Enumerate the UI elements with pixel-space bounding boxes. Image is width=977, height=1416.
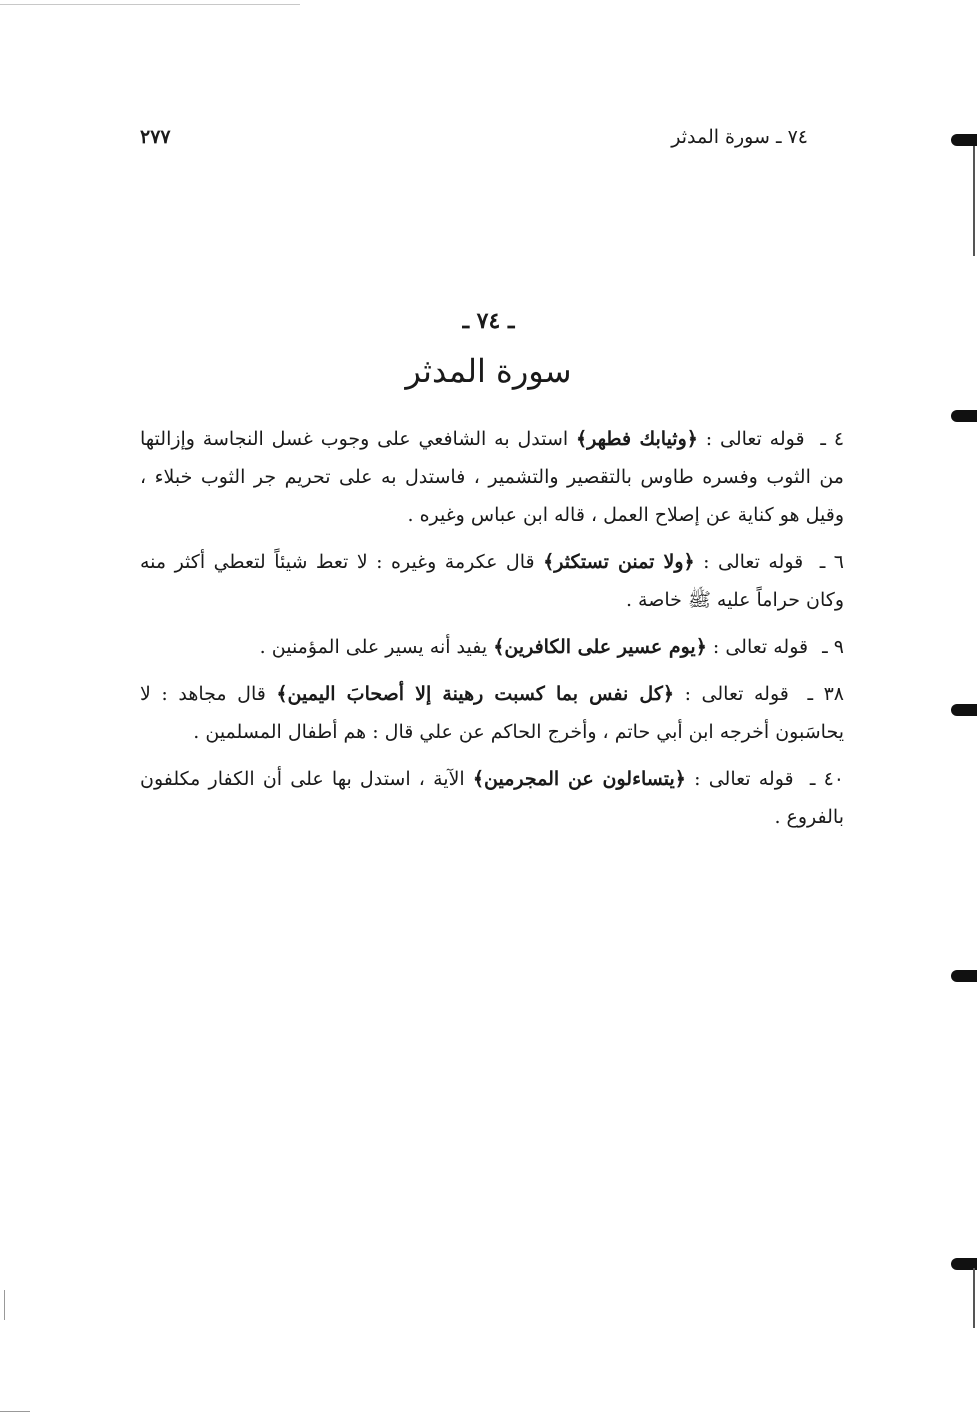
edge-binding-mark bbox=[951, 410, 977, 422]
entry-commentary: الآية ، استدل بها على أن الكفار مكلفون بالفروع . bbox=[140, 768, 844, 828]
page-header bbox=[140, 126, 808, 158]
entry bbox=[140, 675, 844, 751]
entry-number: ٦ ـ bbox=[819, 551, 844, 573]
entry bbox=[140, 420, 844, 534]
entry-verse: ﴿يتساءلون عن المجرمين﴾ bbox=[472, 768, 686, 790]
entry-verse: ﴿وثيابك فطهر﴾ bbox=[576, 428, 698, 450]
edge-line bbox=[973, 1268, 975, 1328]
page-number: ٢٧٧ bbox=[140, 126, 171, 148]
running-title: ٧٤ ـ سورة المدثر bbox=[671, 126, 808, 148]
entry-number: ٤ ـ bbox=[820, 428, 845, 450]
entry bbox=[140, 628, 844, 666]
edge-binding-mark bbox=[951, 704, 977, 716]
edge-line bbox=[973, 146, 975, 256]
entry-lead: قوله تعالى : bbox=[703, 551, 804, 573]
entry-verse: ﴿ولا تمنن تستكثر﴾ bbox=[543, 551, 695, 573]
entry-number: ٩ ـ bbox=[822, 636, 844, 658]
entry-commentary: استدل به الشافعي على وجوب غسل النجاسة وإزالتها من الثوب وفسره طاوس بالتقصير والتشمير ، فاستدل به على تحريم جر الثوب خبلاء ، وقيل هو كناية عن إصلاح العمل ، قاله ابن عباس وغيره . bbox=[140, 428, 844, 526]
entry-lead: قوله تعالى : bbox=[684, 683, 789, 705]
top-rule bbox=[0, 4, 300, 5]
entry-lead: قوله تعالى : bbox=[694, 768, 794, 790]
entry-lead: قوله تعالى : bbox=[705, 428, 805, 450]
bottom-rule bbox=[0, 1411, 30, 1412]
body-text bbox=[140, 420, 844, 845]
entry-verse: ﴿يوم عسير على الكافرين﴾ bbox=[493, 636, 707, 658]
entry bbox=[140, 543, 844, 619]
entry-commentary: قال مجاهد : لا يحاسَبون أخرجه ابن أبي حاتم ، وأخرج الحاكم عن علي قال : هم أطفال المسلمين . bbox=[140, 683, 844, 743]
entry-commentary: يفيد أنه يسير على المؤمنين . bbox=[259, 636, 488, 658]
edge-binding-mark bbox=[951, 134, 977, 146]
entry-number: ٣٨ ـ bbox=[807, 683, 844, 705]
entry-number: ٤٠ ـ bbox=[809, 768, 844, 790]
entry-lead: قوله تعالى : bbox=[712, 636, 809, 658]
margin-line bbox=[4, 1290, 5, 1320]
entry-verse: ﴿كل نفس بما كسبت رهينة إلا أصحابَ اليمين﴾ bbox=[276, 683, 674, 705]
chapter-title: سورة المدثر bbox=[405, 352, 572, 390]
entry bbox=[140, 760, 844, 836]
edge-binding-mark bbox=[951, 970, 977, 982]
entry-commentary: قال عكرمة وغيره : لا تعط شيئاً لتعطي أكثر منه وكان حراماً عليه ﷺ خاصة . bbox=[140, 551, 844, 611]
chapter-number: ـ ٧٤ ـ bbox=[462, 308, 515, 334]
